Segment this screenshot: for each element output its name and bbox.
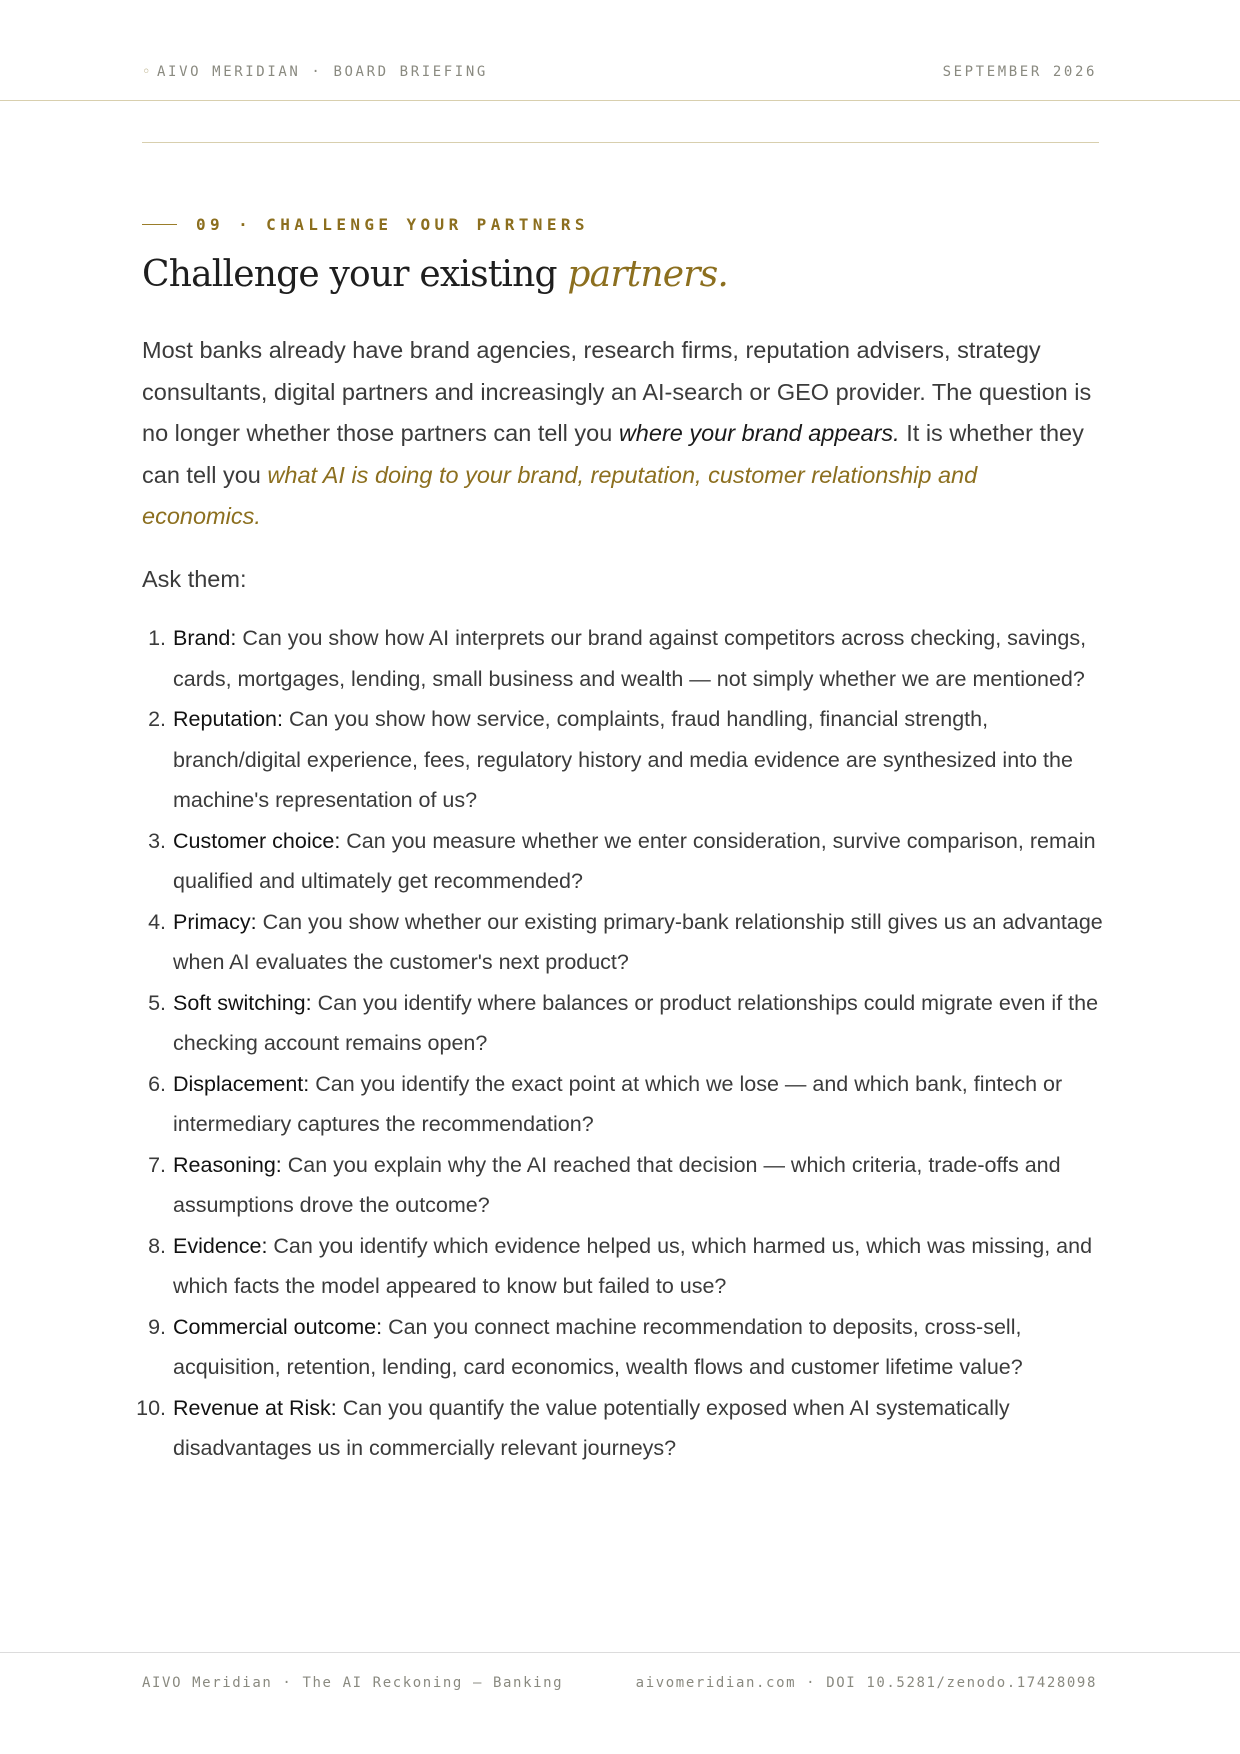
section-divider	[142, 142, 1099, 143]
question-number: 5.	[148, 990, 166, 1015]
question-item	[148, 699, 1103, 821]
question-item	[148, 902, 1103, 983]
question-item	[136, 1388, 1103, 1469]
question-text: Can you connect machine recommendation to deposits, cross-sell, acquisition, retention, lending, card economics, wealth flows and customer lifetime value?	[173, 1314, 1023, 1379]
bullet-icon: ◦	[142, 64, 154, 80]
question-text: Can you identify the exact point at which we lose — and which bank, fintech or intermediary captures the recommendation?	[173, 1071, 1063, 1136]
question-label: Commercial outcome:	[173, 1314, 383, 1339]
question-item	[148, 1307, 1103, 1388]
header-brand-text: AIVO MERIDIAN · BOARD BRIEFING	[157, 64, 488, 80]
question-label: Reasoning:	[173, 1152, 282, 1177]
question-item	[148, 618, 1103, 699]
question-item	[148, 1226, 1103, 1307]
question-label: Reputation:	[173, 707, 283, 731]
question-number: 10.	[136, 1395, 166, 1420]
footer-publication: AIVO Meridian · The AI Reckoning — Banking	[142, 1675, 564, 1691]
question-text: Can you quantify the value potentially exposed when AI systematically disadvantages us in commercially relevant journeys?	[173, 1395, 1010, 1460]
question-number: 3.	[148, 828, 166, 853]
question-number: 2.	[148, 707, 166, 731]
intro-emphasis-ai: what AI is doing to your brand, reputation, customer relationship and economics.	[142, 461, 978, 529]
section-kicker	[142, 215, 589, 234]
question-label: Displacement:	[173, 1071, 310, 1096]
header-brand	[142, 64, 488, 80]
intro-part1: Most banks already have brand agencies, research firms, reputation advisers, strategy consultants, digital partners and increasingly an AI-search or GEO provider. The question is no longer whether those partners can tell you	[142, 337, 1092, 446]
question-text: Can you show how service, complaints, fraud handling, financial strength, branch/digital experience, fees, regulatory history and media evidence are synthesized into the machine's representation of us?	[173, 707, 1073, 812]
ask-label: Ask them:	[142, 566, 247, 592]
question-list	[136, 618, 1103, 1469]
title-accent: partners.	[567, 254, 729, 295]
question-text: Can you show whether our existing primary-bank relationship still gives us an advantage when AI evaluates the customer's next product?	[173, 909, 1103, 974]
question-item	[148, 983, 1103, 1064]
question-label: Brand:	[173, 626, 237, 650]
intro-paragraph	[142, 330, 1102, 538]
question-number: 9.	[148, 1314, 166, 1339]
intro-emphasis-brand: where your brand appears.	[618, 420, 900, 446]
footer-doi: aivomeridian.com · DOI 10.5281/zenodo.17428098	[635, 1675, 1097, 1691]
question-label: Primacy:	[173, 909, 257, 934]
question-number: 1.	[148, 626, 166, 650]
question-label: Soft switching:	[173, 990, 312, 1015]
question-item	[148, 1064, 1103, 1145]
header-date: SEPTEMBER 2026	[942, 64, 1097, 80]
question-number: 6.	[148, 1071, 166, 1096]
question-item	[148, 821, 1103, 902]
intro-part2: It is whether they can tell you	[142, 420, 1084, 488]
page-header	[0, 0, 1240, 101]
question-label: Revenue at Risk:	[173, 1395, 337, 1420]
question-item	[148, 1145, 1103, 1226]
question-number: 7.	[148, 1152, 166, 1177]
question-text: Can you explain why the AI reached that decision — which criteria, trade-offs and assumptions drove the outcome?	[173, 1152, 1061, 1217]
question-label: Customer choice:	[173, 828, 341, 853]
question-label: Evidence:	[173, 1233, 268, 1258]
page-footer	[0, 1652, 1240, 1754]
title-plain: Challenge your existing	[142, 254, 557, 295]
question-text: Can you identify where balances or product relationships could migrate even if the checking account remains open?	[173, 990, 1099, 1055]
question-text: Can you identify which evidence helped us, which harmed us, which was missing, and which facts the model appeared to know but failed to use?	[173, 1233, 1093, 1298]
kicker-text: 09 · CHALLENGE YOUR PARTNERS	[196, 215, 589, 234]
question-number: 4.	[148, 909, 166, 934]
kicker-rule	[142, 224, 177, 225]
question-text: Can you measure whether we enter consideration, survive comparison, remain qualified and ultimately get recommended?	[173, 828, 1096, 893]
page-title	[142, 254, 728, 295]
question-number: 8.	[148, 1233, 166, 1258]
question-text: Can you show how AI interprets our brand against competitors across checking, savings, cards, mortgages, lending, small business and wealth — not simply whether we are mentioned?	[173, 626, 1087, 691]
